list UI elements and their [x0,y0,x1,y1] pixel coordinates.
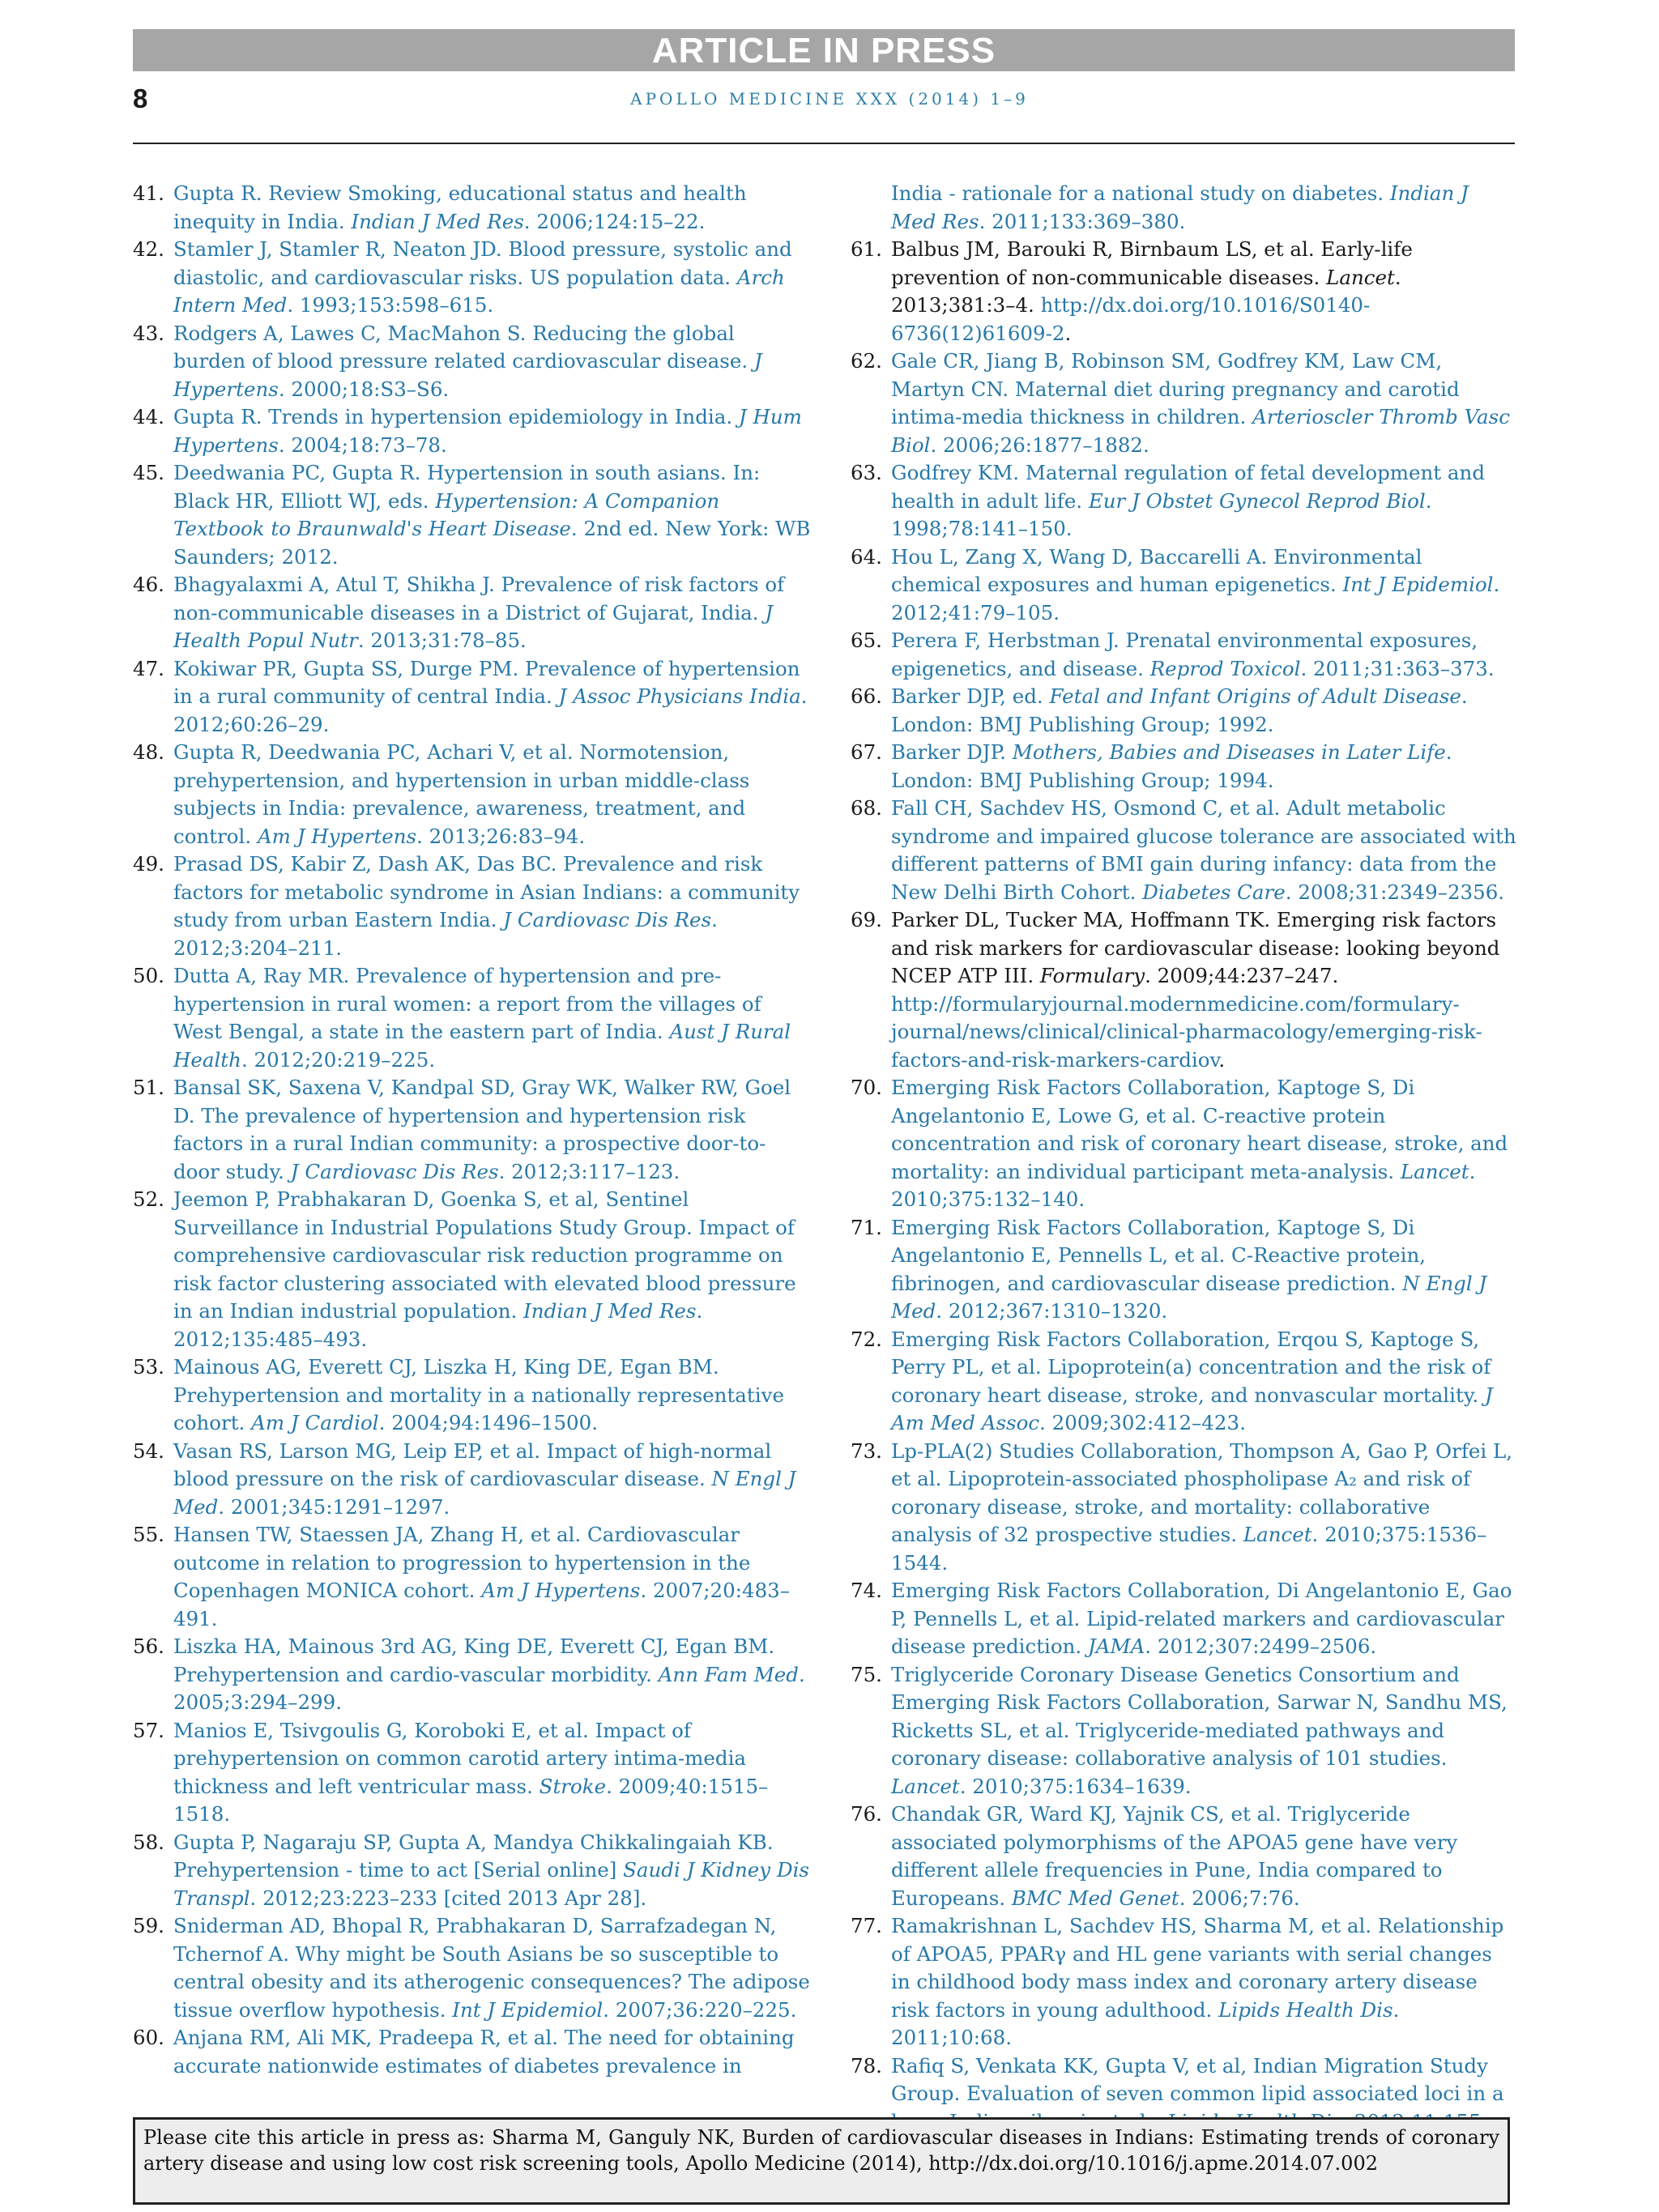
article-in-press-banner: ARTICLE IN PRESS [133,29,1515,71]
reference-number: 46. [133,573,164,596]
reference-number: 58. [133,1830,164,1854]
reference-text [173,1523,790,1630]
reference-text [173,2026,795,2078]
reference-item[interactable] [133,1829,812,1913]
reference-journal: Lipids Health Dis [1218,1997,1393,2022]
reference-item[interactable] [133,1186,812,1353]
reference-item[interactable] [133,1633,812,1717]
reference-text [173,1076,791,1183]
reference-item[interactable] [851,795,1516,906]
reference-number: 76. [851,1802,882,1826]
reference-authors-title: Gupta P, Nagaraju SP, Gupta A, Mandya Chikkalingaiah KB. Prehypertension - time to act [Serial online] [173,1830,774,1882]
reference-text [173,405,802,457]
reference-details: . 2012;135:485–493. [173,1299,703,1351]
reference-item[interactable] [133,403,812,459]
reference-journal: Lancet [1243,1523,1312,1546]
reference-details: . 2008;31:2349–2356. [1285,880,1505,904]
reference-journal: N Engl J Med [891,1271,1487,1323]
reference-item[interactable] [851,543,1516,628]
reference-details: . 2006;7:76. [1179,1886,1300,1910]
reference-item[interactable] [133,1074,812,1186]
reference-item[interactable] [133,850,812,962]
reference-authors-title: Godfrey KM. Maternal regulation of fetal development and health in adult life. [891,461,1486,513]
reference-item[interactable] [851,1326,1516,1438]
reference-number: 71. [851,1215,882,1239]
reference-number: 51. [133,1076,164,1099]
reference-details: . 2009;44:237–247. [1145,964,1339,987]
reference-text [891,237,1413,345]
reference-number: 53. [133,1355,164,1379]
reference-number: 75. [851,1662,882,1686]
reference-authors-title: Bhagyalaxmi A, Atul T, Shikha J. Prevalence of risk factors of non-communicable diseases in a District of Gujarat, India. [173,573,785,624]
reference-details: . 2011;133:369–380. [979,209,1186,233]
reference-details: . 2007;20:483–491. [173,1579,790,1630]
reference-journal: Reprod Toxicol [1149,656,1301,680]
reference-text [891,1663,1508,1798]
reference-authors-title: Gupta R, Deedwania PC, Achari V, et al. Normotension, prehypertension, and hypertension in urban middle-class subjects in India: prevalence, awareness, treatment, and control. [173,740,750,848]
reference-text [173,740,749,848]
reference-journal: Saudi J Kidney Dis Transpl [173,1858,809,1910]
reference-authors-title: Emerging Risk Factors Collaboration, Di Angelantonio E, Gao P, Pennells L, et al. Lipid-related markers and cardiovascular disease prediction. [891,1579,1512,1658]
reference-number: 41. [133,181,164,205]
reference-details: . 2011;10:68. [891,1997,1400,2049]
reference-text [173,461,810,569]
reference-details: . 2012;23:223–233 [cited 2013 Apr 28]. [249,1886,647,1910]
reference-text [891,1914,1503,2049]
reference-text [891,1439,1512,1575]
reference-journal: J Hypertens [173,349,762,401]
reference-journal: Indian J Med Res [891,181,1469,233]
reference-journal: Arterioscler Thromb Vasc Biol [891,405,1510,457]
reference-number: 73. [851,1438,882,1463]
reference-authors-title: Anjana RM, Ali MK, Pradeepa R, et al. The need for obtaining accurate nationwide estimates of diabetes prevalence in [173,2026,795,2078]
reference-details: . 2012;3:204–211. [173,908,718,960]
header-rule [133,143,1515,144]
reference-text [891,796,1516,904]
reference-number: 68. [851,796,882,820]
reference-journal: N Engl J Med [173,1467,796,1519]
reference-number: 55. [133,1523,164,1546]
reference-number: 78. [851,2053,882,2078]
reference-item[interactable] [133,1521,812,1633]
reference-authors-title: Barker DJP, ed. [891,684,1050,708]
reference-text [891,629,1495,680]
reference-journal: Stroke [539,1774,607,1798]
reference-details: . 2012;41:79–105. [891,573,1500,624]
reference-journal: Int J Epidemiol [1342,573,1494,596]
reference-details: . 2012;367:1310–1320. [936,1299,1168,1323]
reference-text [891,181,1469,233]
reference-journal: J Am Med Assoc [891,1383,1493,1434]
reference-item[interactable] [133,2024,812,2080]
reference-journal: Indian J Med Res [351,209,524,233]
reference-details: . 2012;307:2499–2506. [1145,1634,1377,1658]
reference-number: 62. [851,349,882,373]
reference-item[interactable] [133,655,812,739]
reference-journal: Arch Intern Med [173,265,785,317]
reference-item[interactable] [851,683,1516,739]
reference-item[interactable] [133,571,812,655]
reference-item[interactable] [851,180,1516,236]
reference-number: 47. [133,656,164,680]
reference-details: . 2009;302:412–423. [1039,1411,1246,1434]
reference-journal: J Health Popul Nutr [173,600,774,652]
page-number: 8 [133,83,148,113]
reference-text [173,1914,810,2022]
reference-item[interactable] [133,236,812,320]
reference-number: 67. [851,740,882,764]
reference-authors-title: Ramakrishnan L, Sachdev HS, Sharma M, et al. Relationship of APOA5, PPARγ and HL gene variants with serial changes in childhood body mass index and coronary artery disease risk factors in young adulthood. [891,1914,1504,2022]
reference-details: . 2013;26:83–94. [416,824,586,848]
reference-journal: Am J Cardiol [251,1411,379,1434]
reference-number: 56. [133,1634,164,1658]
reference-details: . 1998;78:141–150. [891,488,1432,540]
reference-authors-title: Rodgers A, Lawes C, MacMahon S. Reducing the global burden of blood pressure related cardiovascular disease. [173,321,754,373]
reference-text [891,1216,1486,1323]
reference-link[interactable]: http://formularyjournal.modernmedicine.com/formulary-journal/news/clinical/clinical-pharmacology/emerging-risk-factors-and-risk-markers-cardiov [891,991,1482,1072]
reference-journal: Hypertension: A Companion Textbook to Braunwald's Heart Disease [173,488,720,540]
reference-journal: J Hum Hypertens [173,405,802,457]
reference-details: . London: BMJ Publishing Group; 1992. [891,684,1468,736]
reference-journal: BMC Med Genet [1011,1886,1179,1910]
reference-item[interactable] [133,320,812,404]
reference-authors-title: Dutta A, Ray MR. Prevalence of hypertension and pre-hypertension in rural women: a report from the villages of West Bengal, a state in the eastern part of India. [173,964,761,1043]
reference-details: . 2004;94:1496–1500. [378,1411,598,1434]
reference-number: 45. [133,461,164,484]
reference-item[interactable] [851,1801,1516,1912]
reference-text [173,852,800,960]
reference-text [891,684,1468,736]
reference-text [891,1579,1512,1658]
reference-journal: Mothers, Babies and Diseases in Later Life [1012,740,1446,764]
reference-number: 60. [133,2026,164,2049]
reference-text [891,461,1485,540]
reference-journal: Diabetes Care [1142,880,1286,904]
reference-number: 43. [133,321,164,345]
reference-item[interactable] [851,347,1516,459]
reference-authors-title: Prasad DS, Kabir Z, Dash AK, Das BC. Prevalence and risk factors for metabolic syndrome in Asian Indians: a community study from urban Eastern India. [173,852,800,931]
reference-authors-title: Hansen TW, Staessen JA, Zhang H, et al. Cardiovascular outcome in relation to progression to hypertension in the Copenhagen MONICA cohort. [173,1523,751,1602]
reference-authors-title: Kokiwar PR, Gupta SS, Durge PM. Prevalence of hypertension in a rural community of central India. [173,656,800,708]
reference-link[interactable]: http://dx.doi.org/10.1016/S0140-6736(12)61609-2 [891,293,1371,345]
reference-details: . 2010;375:1634–1639. [959,1774,1192,1798]
reference-authors-title: Deedwania PC, Gupta R. Hypertension in south asians. In: Black HR, Elliott WJ, eds. [173,461,761,513]
reference-authors-title: Hou L, Zang X, Wang D, Baccarelli A. Environmental chemical exposures and human epigenetics. [891,544,1422,596]
reference-journal: J Assoc Physicians India [558,684,801,708]
reference-number: 48. [133,740,164,764]
reference-item[interactable] [851,236,1516,347]
reference-item[interactable] [133,1353,812,1438]
reference-number: 63. [851,461,882,484]
reference-text [173,1187,796,1351]
reference-journal: Int J Epidemiol [452,1997,603,2022]
reference-item[interactable] [851,459,1516,543]
reference-item[interactable] [851,1661,1516,1801]
reference-journal: JAMA [1087,1634,1145,1658]
citation-box: Please cite this article in press as: Sharma M, Ganguly NK, Burden of cardiovascular diseases in Indians: Estimating trends of coronary artery disease and using low cost risk screening tools, Apollo Medicine (2014), http://dx.doi.org/10.1016/j.apme.2014.07.002 [133,2117,1510,2205]
reference-text [173,1355,784,1434]
reference-authors-title: Jeemon P, Prabhakaran D, Goenka S, et al, Sentinel Surveillance in Industrial Populations Study Group. Impact of comprehensive cardiovascular risk reduction programme on risk factor clustering associated with elevated blood pressure in an Indian industrial population. [173,1187,796,1323]
reference-authors-title: Manios E, Tsivgoulis G, Koroboki E, et al. Impact of prehypertension on common carotid artery intima-media thickness and left ventricular mass. [173,1718,747,1798]
reference-authors-title: Triglyceride Coronary Disease Genetics Consortium and Emerging Risk Factors Collaboration, Sarwar N, Sandhu MS, Ricketts SL, et al. Triglyceride-mediated pathways and coronary disease: collaborative analysis of 101 studies. [891,1662,1508,1770]
reference-item[interactable] [851,906,1516,1074]
reference-authors-title: Liszka HA, Mainous 3rd AG, King DE, Everett CJ, Egan BM. Prehypertension and cardio-vascular morbidity. [173,1634,775,1686]
references-right-column [851,180,1516,2136]
reference-text [891,1076,1508,1211]
reference-details: . 1993;153:598–615. [287,293,494,317]
reference-text [173,964,791,1072]
reference-authors-title: Stamler J, Stamler R, Neaton JD. Blood pressure, systolic and diastolic, and cardiovascular risks. US population data. [173,237,792,289]
reference-text [891,740,1452,792]
reference-text [891,1328,1493,1435]
reference-text [173,322,762,401]
reference-journal: J Cardiovasc Dis Res [503,908,712,931]
reference-journal: J Cardiovasc Dis Res [290,1159,499,1183]
reference-journal: Lancet [1326,265,1395,289]
reference-number: 65. [851,629,882,652]
reference-item[interactable] [133,962,812,1074]
reference-details: . 2nd ed. New York: WB Saunders; 2012. [173,517,811,569]
reference-details: . 2013;31:78–85. [357,629,527,652]
reference-authors-title: Gale CR, Jiang B, Robinson SM, Godfrey KM, Law CM, Martyn CN. Maternal diet during pregnancy and carotid intima-media thickness in children. [891,349,1460,428]
reference-details: . 2006;124:15–22. [523,209,706,233]
reference-details: . 2011;31:363–373. [1300,656,1495,680]
reference-authors-title: Chandak GR, Ward KJ, Yajnik CS, et al. Triglyceride associated polymorphisms of the APOA5 gene have very different allele frequencies in Pune, India compared to Europeans. [891,1802,1458,1910]
reference-number: 52. [133,1187,164,1211]
reference-text [173,1634,805,1714]
reference-item[interactable] [851,739,1516,795]
reference-details: . 2005;3:294–299. [173,1662,805,1714]
reference-authors-title: Parker DL, Tucker MA, Hoffmann TK. Emerging risk factors and risk markers for cardiovascular disease: looking beyond NCEP ATP III. [891,908,1500,987]
reference-details: . London: BMJ Publishing Group; 1994. [891,740,1452,792]
reference-number: 70. [851,1076,882,1099]
reference-authors-title: Fall CH, Sachdev HS, Osmond C, et al. Adult metabolic syndrome and impaired glucose tolerance are associated with different patterns of BMI gain during infancy: data from the New Delhi Birth Cohort. [891,796,1516,904]
reference-authors-title: Perera F, Herbstman J. Prenatal environmental exposures, epigenetics, and disease. [891,629,1478,680]
reference-details: . 2012;60:26–29. [173,684,808,736]
reference-journal: Formulary [1039,964,1145,987]
reference-end: . [1218,1047,1226,1072]
reference-number: 42. [133,237,164,261]
reference-authors-title: Emerging Risk Factors Collaboration, Erqou S, Kaptoge S, Perry PL, et al. Lipoprotein(a) concentration and the risk of coronary heart disease, stroke, and nonvascular mortality. [891,1327,1491,1407]
reference-journal: Aust J Rural Health [173,1020,791,1072]
reference-authors-title: Barker DJP. [891,740,1013,764]
reference-number: 66. [851,684,882,708]
reference-number: 74. [851,1579,882,1602]
reference-item[interactable] [851,1438,1516,1578]
reference-number: 44. [133,405,164,428]
reference-number: 61. [851,237,882,261]
reference-details: . 2000;18:S3–S6. [278,377,450,401]
reference-end: . [1064,321,1072,345]
reference-details: . 2013;381:3–4. [891,265,1401,317]
reference-details: . 2007;36:220–225. [603,1997,797,2022]
reference-details: . 2010;375:1536–1544. [891,1523,1487,1575]
reference-journal: Am J Hypertens [481,1579,641,1602]
reference-text [173,1831,809,1910]
reference-journal: Indian J Med Res [523,1299,697,1323]
reference-authors-title: Balbus JM, Barouki R, Birnbaum LS, et al. Early-life prevention of non-communicable diseases. [891,237,1413,289]
reference-journal: Lancet [891,1774,960,1798]
reference-authors-title: Gupta R. Review Smoking, educational status and health inequity in India. [173,181,747,233]
reference-journal: Eur J Obstet Gynecol Reprod Biol [1088,488,1426,513]
reference-number: 77. [851,1914,882,1937]
reference-item[interactable] [133,739,812,850]
reference-details: . 2009;40:1515–1518. [173,1774,769,1826]
reference-number: 57. [133,1718,164,1742]
reference-number: 69. [851,908,882,931]
reference-text [891,349,1510,457]
reference-text [173,237,792,317]
reference-item[interactable] [851,1074,1516,1214]
reference-authors-title: Gupta R. Trends in hypertension epidemiology in India. [173,405,739,428]
reference-authors-title: Sniderman AD, Bhopal R, Prabhakaran D, Sarrafzadegan N, Tchernof A. Why might be South Asians be so susceptible to central obesity and its atherogenic consequences? The adipose tissue overflow hypothesis. [173,1914,810,2022]
reference-authors-title: Emerging Risk Factors Collaboration, Kaptoge S, Di Angelantonio E, Lowe G, et al. C-reactive protein concentration and risk of coronary heart disease, stroke, and mortality: an individual participant meta-analysis. [891,1076,1508,1183]
reference-details: . 2010;375:132–140. [891,1159,1476,1211]
reference-item[interactable] [133,1717,812,1829]
references-left-column [133,180,812,2080]
reference-journal: Lancet [1400,1159,1469,1183]
reference-authors-title: Bansal SK, Saxena V, Kandpal SD, Gray WK, Walker RW, Goel D. The prevalence of hypertension and hypertension risk factors in a rural Indian community: a prospective door-to-door study. [173,1076,791,1183]
reference-text [891,1802,1457,1910]
reference-item[interactable] [851,1912,1516,2052]
reference-journal: Ann Fam Med [658,1662,799,1686]
reference-details: . 2001;345:1291–1297. [218,1494,450,1519]
reference-text [173,181,747,233]
reference-authors-title: Vasan RS, Larson MG, Leip EP, et al. Impact of high-normal blood pressure on the risk of cardiovascular disease. [173,1438,772,1490]
reference-details: . 2012;3:117–123. [498,1159,680,1183]
reference-authors-title: Emerging Risk Factors Collaboration, Kaptoge S, Di Angelantonio E, Pennells L, et al. C-Reactive protein, fibrinogen, and cardiovascular disease prediction. [891,1215,1427,1295]
reference-text [891,545,1499,624]
reference-item[interactable] [851,1577,1516,1661]
running-head: APOLLO MEDICINE XXX (2014) 1–9 [630,89,1029,109]
reference-authors-title: Mainous AG, Everett CJ, Liszka H, King DE, Egan BM. Prehypertension and mortality in a nationally representative cohort. [173,1355,784,1434]
reference-text [891,908,1500,1072]
reference-number: 50. [133,964,164,987]
reference-authors-title: Rafiq S, Venkata KK, Gupta V, et al, Indian Migration Study Group. Evaluation of seven common lipid associated loci in a [891,2053,1504,2105]
reference-item[interactable] [133,1912,812,2024]
reference-journal: Am J Hypertens [257,824,417,848]
reference-text [173,573,784,652]
reference-authors-title: India - rationale for a national study on diabetes. [891,181,1390,205]
reference-authors-title: Lp-PLA(2) Studies Collaboration, Thompson A, Gao P, Orfei L, et al. Lipoprotein-associated phospholipase A₂ and risk of coronary disease, stroke, and mortality: collaborative analysis of 32 prospective studies. [891,1438,1513,1546]
reference-number: 72. [851,1327,882,1351]
reference-item[interactable] [133,1438,812,1522]
reference-item[interactable] [133,180,812,236]
reference-details: . 2006;26:1877–1882. [930,433,1149,457]
reference-text [173,1439,796,1519]
reference-item[interactable] [851,627,1516,683]
reference-number: 64. [851,544,882,569]
reference-item[interactable] [851,1214,1516,1326]
reference-number: 49. [133,852,164,876]
reference-details: . 2004;18:73–78. [278,433,447,457]
reference-details: . 2012;20:219–225. [241,1047,436,1072]
reference-text [173,657,808,736]
reference-number: 54. [133,1438,164,1463]
reference-item[interactable] [133,459,812,571]
reference-text [173,1719,768,1826]
reference-journal: Fetal and Infant Origins of Adult Disease [1049,684,1461,708]
reference-number: 59. [133,1914,164,1937]
